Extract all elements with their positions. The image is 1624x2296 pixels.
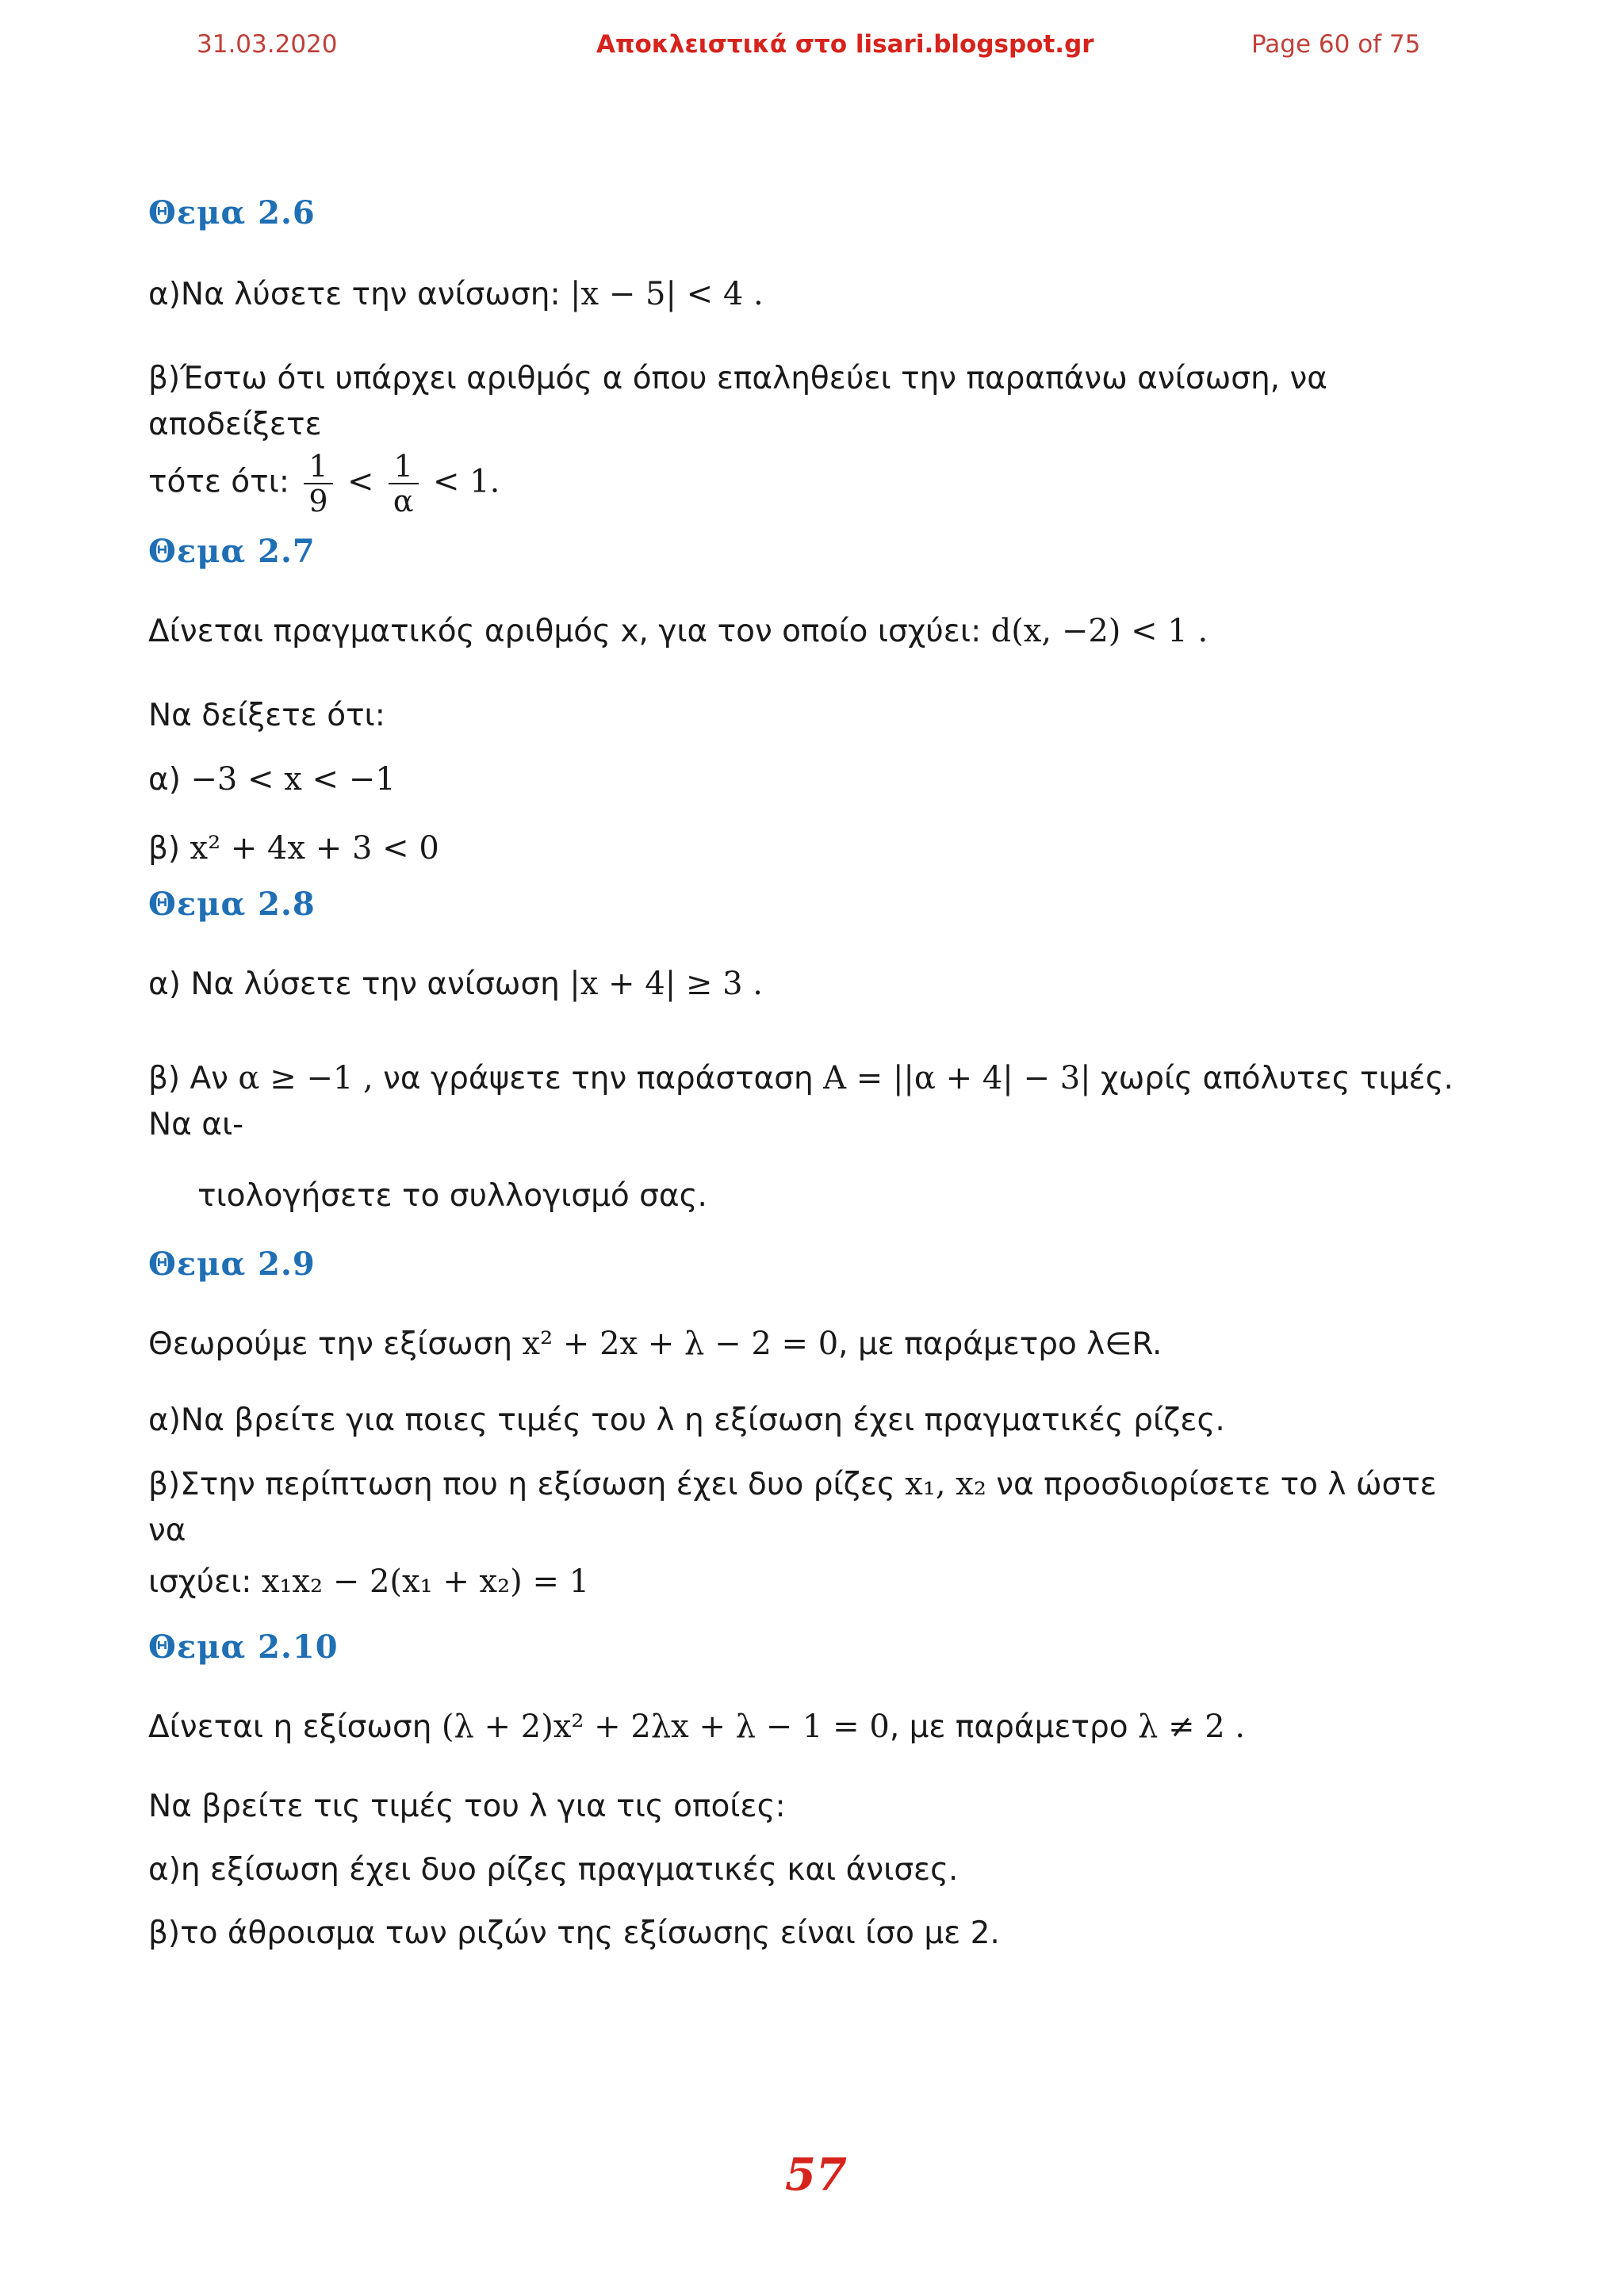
question-text: α)Να λύσετε την ανίσωση: xyxy=(148,277,571,312)
fraction-one-over-alpha: $\frac{1}{\alpha}$ xyxy=(389,450,419,518)
topic-title: Θεμα 2.6 xyxy=(148,194,316,232)
topic-2-10-part-a: α)η εξίσωση έχει δυο ρίζες πραγματικές και άνισες. xyxy=(148,1852,959,1888)
topic-title: Θεμα 2.10 xyxy=(148,1628,339,1666)
page-header xyxy=(0,30,1624,62)
math-expression: −3 < x < −1 xyxy=(190,761,396,798)
topic-title: Θεμα 2.8 xyxy=(148,886,316,923)
topic-2-7-part-a: α) −3 < x < −1 xyxy=(148,761,396,798)
topic-2-9-part-b-cont: ισχύει: x₁x₂ − 2(x₁ + x₂) = 1 xyxy=(148,1563,590,1600)
topic-2-8-part-a xyxy=(148,961,1480,1008)
math-expression: < 1. xyxy=(432,463,500,500)
topic-2-6-part-b: β)Έστω ότι υπάρχει αριθμός α όπου επαληθεύει την παραπάνω ανίσωση, να αποδείξετε xyxy=(148,361,1327,442)
math-expression: (λ + 2)x² + 2λx + λ − 1 = 0 xyxy=(441,1709,890,1745)
topic-title: Θεμα 2.9 xyxy=(148,1246,316,1283)
page-number: 57 xyxy=(785,2149,847,2201)
topic-2-6-part-a xyxy=(148,271,1480,318)
header-site-link[interactable]: Αποκλειστικά στο lisari.blogspot.gr xyxy=(596,30,1094,59)
math-expression: λ ≠ 2 . xyxy=(1137,1709,1246,1745)
document-body xyxy=(148,190,1480,1957)
topic-2-9-part-b: β)Στην περίπτωση που η εξίσωση έχει δυο ρίζες x₁, x₂ να προσδιορίσετε το λ ώστε να xyxy=(148,1466,1437,1548)
question-text: α) Να λύσετε την ανίσωση xyxy=(148,966,570,1002)
topic-2-9-part-a: α)Να βρείτε για ποιες τιμές του λ η εξίσωση έχει πραγματικές ρίζες. xyxy=(148,1402,1225,1438)
topic-2-10-find: Να βρείτε τις τιμές του λ για τις οποίες: xyxy=(148,1789,786,1824)
question-text: τότε ότι: xyxy=(148,464,300,500)
header-page-indicator: Page 60 of 75 xyxy=(1251,30,1421,59)
topic-2-7-part-b: β) x² + 4x + 3 < 0 xyxy=(148,830,439,867)
fraction-one-ninth: $\frac{1}{9}$ xyxy=(304,450,332,518)
header-date: 31.03.2020 xyxy=(197,30,338,59)
math-expression: Α = ||α + 4| − 3| xyxy=(823,1060,1091,1096)
math-expression: α ≥ −1 , xyxy=(238,1060,373,1096)
question-text: Δίνεται πραγματικός αριθμός x, για τον οποίο ισχύει: xyxy=(148,614,991,649)
topic-2-10-intro: Δίνεται η εξίσωση (λ + 2)x² + 2λx + λ − 1 = 0, με παράμετρο λ ≠ 2 . xyxy=(148,1709,1246,1745)
topic-2-10-part-b: β)το άθροισμα των ριζών της εξίσωσης είναι ίσο με 2. xyxy=(148,1915,1000,1951)
math-expression: |x + 4| ≥ 3 . xyxy=(569,966,764,1002)
math-expression: x₁, x₂ xyxy=(905,1466,986,1502)
math-expression: x₁x₂ − 2(x₁ + x₂) = 1 xyxy=(261,1563,590,1600)
topic-2-7-intro xyxy=(148,608,1480,655)
topic-2-8-part-b: β) Αν α ≥ −1 , να γράψετε την παράσταση Α = ||α + 4| − 3| χωρίς απόλυτες τιμές. Να αι- xyxy=(148,1060,1454,1142)
math-expression: |x − 5| < 4 . xyxy=(570,276,764,312)
math-expression: x² + 4x + 3 < 0 xyxy=(190,830,439,867)
less-than-sign: < xyxy=(347,463,374,500)
topic-2-6-part-b-cont xyxy=(148,450,1480,518)
topic-2-8-part-b-cont: τιολογήσετε το συλλογισμό σας. xyxy=(197,1178,707,1214)
topic-2-7-show: Να δείξετε ότι: xyxy=(148,698,385,733)
topic-title: Θεμα 2.7 xyxy=(148,533,316,570)
math-expression: x² + 2x + λ − 2 = 0 xyxy=(522,1326,839,1362)
math-expression: d(x, −2) < 1 . xyxy=(990,613,1208,649)
topic-2-9-intro: Θεωρούμε την εξίσωση x² + 2x + λ − 2 = 0, με παράμετρο λ∈R. xyxy=(148,1326,1162,1362)
